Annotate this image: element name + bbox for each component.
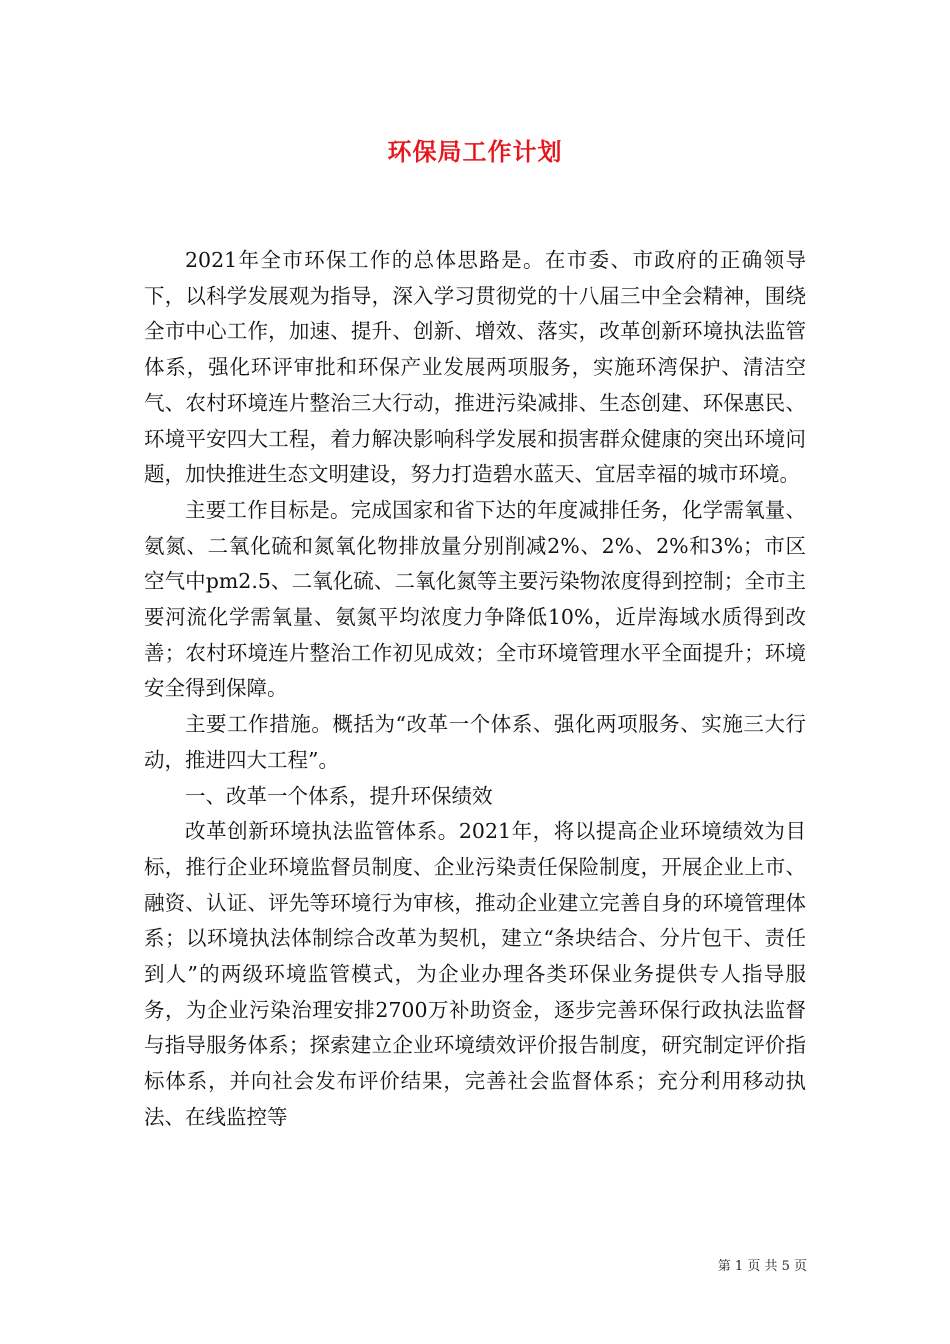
paragraph-overall-idea: 2021年全市环保工作的总体思路是。在市委、市政府的正确领导下，以科学发展观为指导，深入学习贯彻党的十八届三中全会精神，围绕全市中心工作，加速、提升、创新、增效、落实，改革创新环境执法监管体系，强化环评审批和环保产业发展两项服务，实施环湾保护、清洁空气、农村环境连片整治三大行动，推进污染减排、生态创建、环保惠民、环境平安四大工程，着力解决影响科学发展和损害群众健康的突出环境问题，加快推进生态文明建设，努力打造碧水蓝天、宜居幸福的城市环境。 [144, 248, 806, 487]
paragraph-main-measures: 主要工作措施。概括为“改革一个体系、强化两项服务、实施三大行动，推进四大工程”。 [144, 712, 806, 772]
document-body [144, 243, 806, 1136]
paragraph-reform-supervision: 改革创新环境执法监管体系。2021年，将以提高企业环境绩效为目标，推行企业环境监督员制度、企业污染责任保险制度，开展企业上市、融资、认证、评先等环境行为审核，推动企业建立完善自身的环境管理体系；以环境执法体制综合改革为契机，建立“条块结合、分片包干、责任到人”的两级环境监管模式，为企业办理各类环保业务提供专人指导服务，为企业污染治理安排2700万补助资金，逐步完善环保行政执法监督与指导服务体系；探索建立企业环境绩效评价报告制度，研究制定评价指标体系，并向社会发布评价结果，完善社会监督体系；充分利用移动执法、在线监控等 [144, 819, 806, 1129]
paragraph-main-goals: 主要工作目标是。完成国家和省下达的年度减排任务，化学需氧量、氨氮、二氧化硫和氮氧化物排放量分别削减2%、2%、2%和3%；市区空气中pm2.5、二氧化硫、二氧化氮等主要污染物浓度得到控制；全市主要河流化学需氧量、氨氮平均浓度力争降低10%，近岸海域水质得到改善；农村环境连片整治工作初见成效；全市环境管理水平全面提升；环境安全得到保障。 [144, 497, 806, 701]
document-title: 环保局工作计划 [387, 137, 563, 166]
section-heading-reform-system: 一、改革一个体系，提升环保绩效 [185, 783, 493, 808]
page-number: 第 1 页 共 5 页 [717, 1259, 807, 1274]
